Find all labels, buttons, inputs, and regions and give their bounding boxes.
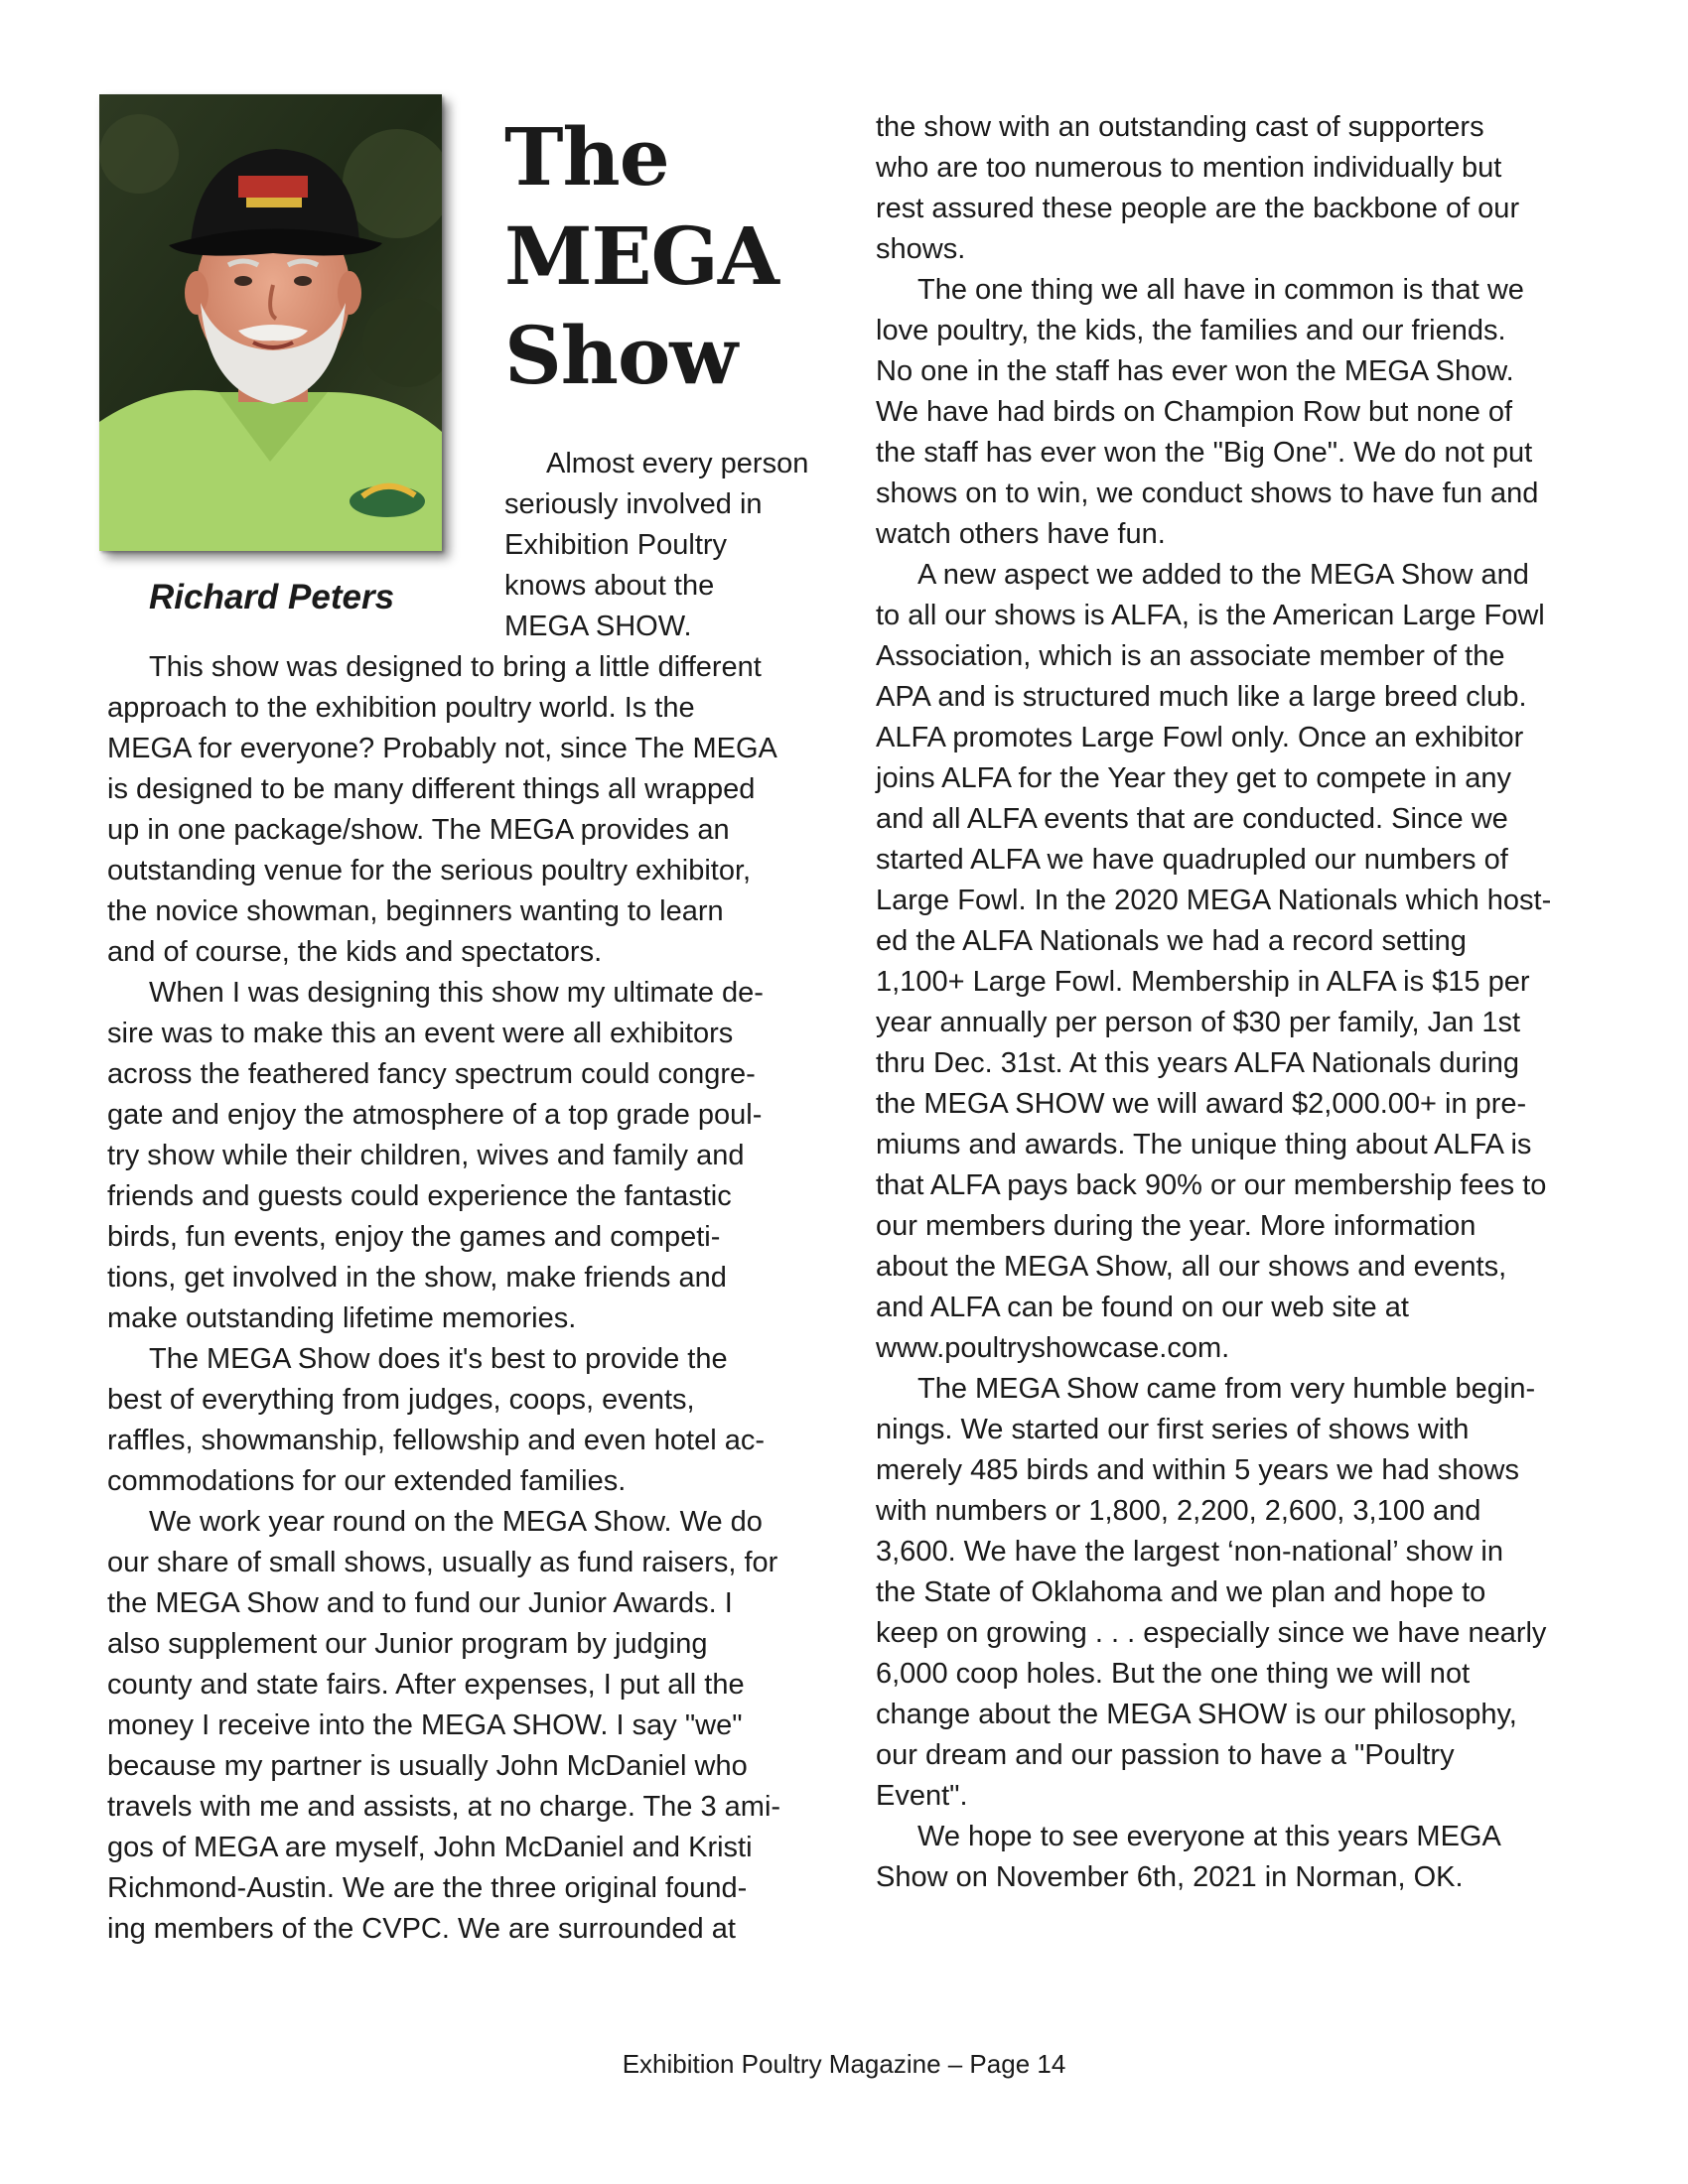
text-line: and all ALFA events that are conducted. Since we bbox=[876, 803, 1508, 835]
text-line: APA and is structured much like a large breed club. bbox=[876, 681, 1527, 713]
text-line: that ALFA pays back 90% or our membership fees to bbox=[876, 1169, 1547, 1201]
text-line: This show was designed to bring a little different bbox=[149, 651, 762, 683]
text-line: We hope to see everyone at this years MEGA bbox=[917, 1821, 1501, 1852]
text-line: our share of small shows, usually as fund raisers, for bbox=[107, 1547, 778, 1578]
article-title-line: The bbox=[504, 110, 669, 204]
text-line: change about the MEGA SHOW is our philosophy, bbox=[876, 1699, 1517, 1730]
text-line: sire was to make this an event were all exhibitors bbox=[107, 1018, 734, 1049]
text-line: county and state fairs. After expenses, I put all the bbox=[107, 1669, 745, 1701]
text-line: ing members of the CVPC. We are surrounded at bbox=[107, 1913, 736, 1945]
text-line: Almost every person bbox=[546, 448, 809, 479]
website-link-line: www.poultryshowcase.com. bbox=[876, 1332, 1230, 1364]
text-line: the staff has ever won the "Big One". We do not put bbox=[876, 437, 1533, 469]
text-line: nings. We started our first series of shows with bbox=[876, 1414, 1470, 1445]
text-line: the State of Oklahoma and we plan and hope to bbox=[876, 1576, 1486, 1608]
text-line: outstanding venue for the serious poultry exhibitor, bbox=[107, 855, 752, 887]
author-photo bbox=[99, 94, 442, 551]
text-line: and ALFA can be found on our web site at bbox=[876, 1292, 1409, 1323]
text-line: across the feathered fancy spectrum could congre- bbox=[107, 1058, 756, 1090]
text-line: No one in the staff has ever won the MEGA Show. bbox=[876, 355, 1514, 387]
text-line: the MEGA SHOW we will award $2,000.00+ in pre- bbox=[876, 1088, 1527, 1120]
text-line: 1,100+ Large Fowl. Membership in ALFA is $15 per bbox=[876, 966, 1530, 998]
text-line: the novice showman, beginners wanting to learn bbox=[107, 895, 724, 927]
text-line: We work year round on the MEGA Show. We do bbox=[149, 1506, 763, 1538]
text-line: who are too numerous to mention individually but bbox=[876, 152, 1502, 184]
left-column bbox=[107, 647, 814, 1950]
text-line: the show with an outstanding cast of supporters bbox=[876, 111, 1484, 143]
text-line: birds, fun events, enjoy the games and competi- bbox=[107, 1221, 721, 1253]
text-line: knows about the bbox=[504, 570, 715, 602]
text-line: the MEGA Show and to fund our Junior Awards. I bbox=[107, 1587, 733, 1619]
text-line: about the MEGA Show, all our shows and events, bbox=[876, 1251, 1507, 1283]
text-line: gate and enjoy the atmosphere of a top grade poul- bbox=[107, 1099, 763, 1131]
text-line: try show while their children, wives and family and bbox=[107, 1140, 745, 1171]
article-title bbox=[504, 107, 802, 405]
text-line: travels with me and assists, at no charge. The 3 ami- bbox=[107, 1791, 781, 1823]
text-line: with numbers or 1,800, 2,200, 2,600, 3,100 and bbox=[876, 1495, 1481, 1527]
text-line: MEGA SHOW. bbox=[504, 611, 692, 642]
text-line: MEGA for everyone? Probably not, since The MEGA bbox=[107, 733, 777, 764]
text-line: commodations for our extended families. bbox=[107, 1465, 627, 1497]
text-line: approach to the exhibition poultry world. Is the bbox=[107, 692, 695, 724]
text-line: The one thing we all have in common is that we bbox=[917, 274, 1524, 306]
text-line: Event". bbox=[876, 1780, 968, 1812]
photo-caption: Richard Peters bbox=[149, 578, 395, 616]
text-line: rest assured these people are the backbone of our bbox=[876, 193, 1520, 224]
text-line: Show on November 6th, 2021 in Norman, OK. bbox=[876, 1861, 1464, 1893]
text-line: up in one package/show. The MEGA provides an bbox=[107, 814, 730, 846]
text-line: raffles, showmanship, fellowship and even hotel ac- bbox=[107, 1425, 766, 1456]
text-line: is designed to be many different things all wrapped bbox=[107, 773, 756, 805]
text-line: also supplement our Junior program by judging bbox=[107, 1628, 708, 1660]
text-line: Richmond-Austin. We are the three original found- bbox=[107, 1872, 748, 1904]
text-line: and of course, the kids and spectators. bbox=[107, 936, 603, 968]
page-footer: Exhibition Poultry Magazine – Page 14 bbox=[622, 2049, 1066, 2079]
text-line: Association, which is an associate member of the bbox=[876, 640, 1505, 672]
text-line: love poultry, the kids, the families and our friends. bbox=[876, 315, 1506, 346]
text-line: money I receive into the MEGA SHOW. I say "we" bbox=[107, 1709, 743, 1741]
text-line: keep on growing . . . especially since we have nearly bbox=[876, 1617, 1547, 1649]
text-line: 3,600. We have the largest ‘non-national’ show in bbox=[876, 1536, 1503, 1568]
text-line: make outstanding lifetime memories. bbox=[107, 1302, 577, 1334]
text-line: shows. bbox=[876, 233, 966, 265]
text-line: shows on to win, we conduct shows to have fun and bbox=[876, 478, 1539, 509]
right-column bbox=[876, 107, 1583, 1898]
text-line: started ALFA we have quadrupled our numbers of bbox=[876, 844, 1508, 876]
text-line: best of everything from judges, coops, events, bbox=[107, 1384, 695, 1416]
text-line: our members during the year. More information bbox=[876, 1210, 1477, 1242]
intro-paragraph bbox=[504, 444, 832, 647]
text-line: seriously involved in bbox=[504, 488, 763, 520]
text-line: ALFA promotes Large Fowl only. Once an exhibitor bbox=[876, 722, 1524, 753]
text-line: merely 485 birds and within 5 years we had shows bbox=[876, 1454, 1519, 1486]
author-photo-image bbox=[99, 94, 442, 551]
text-line: gos of MEGA are myself, John McDaniel and Kristi bbox=[107, 1832, 753, 1863]
text-line: ed the ALFA Nationals we had a record setting bbox=[876, 925, 1467, 957]
text-line: When I was designing this show my ultimate de- bbox=[149, 977, 764, 1009]
text-line: The MEGA Show came from very humble begin- bbox=[917, 1373, 1536, 1405]
text-line: Large Fowl. In the 2020 MEGA Nationals which host- bbox=[876, 885, 1552, 916]
text-line: tions, get involved in the show, make friends and bbox=[107, 1262, 727, 1294]
text-line: year annually per person of $30 per family, Jan 1st bbox=[876, 1007, 1521, 1038]
text-line: friends and guests could experience the fantastic bbox=[107, 1180, 732, 1212]
text-line: 6,000 coop holes. But the one thing we will not bbox=[876, 1658, 1471, 1690]
text-line: because my partner is usually John McDaniel who bbox=[107, 1750, 748, 1782]
text-line: to all our shows is ALFA, is the American Large Fowl bbox=[876, 600, 1545, 631]
text-line: thru Dec. 31st. At this years ALFA Nationals during bbox=[876, 1047, 1520, 1079]
text-line: Exhibition Poultry bbox=[504, 529, 728, 561]
text-line: our dream and our passion to have a "Poultry bbox=[876, 1739, 1455, 1771]
text-line: watch others have fun. bbox=[876, 518, 1166, 550]
text-line: The MEGA Show does it's best to provide the bbox=[149, 1343, 728, 1375]
text-line: miums and awards. The unique thing about ALFA is bbox=[876, 1129, 1532, 1160]
text-line: joins ALFA for the Year they get to compete in any bbox=[876, 762, 1512, 794]
text-line: We have had birds on Champion Row but none of bbox=[876, 396, 1513, 428]
article-title-line: MEGA bbox=[504, 209, 778, 303]
article-title-line: Show bbox=[504, 309, 738, 402]
text-line: A new aspect we added to the MEGA Show and bbox=[917, 559, 1529, 591]
